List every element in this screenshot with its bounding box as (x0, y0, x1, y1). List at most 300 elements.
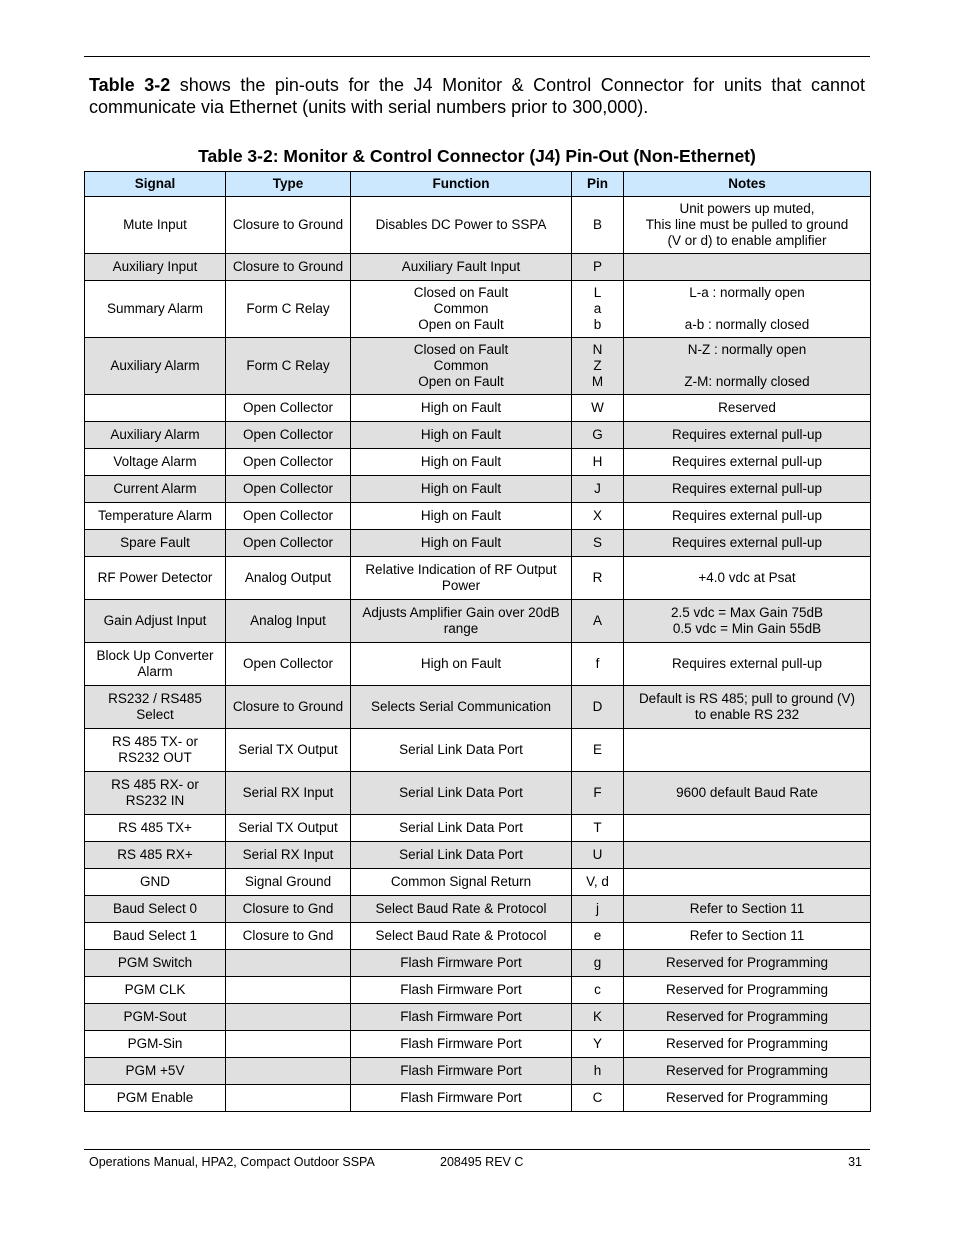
cell-text: Flash Firmware Port (400, 955, 522, 970)
cell-pin (572, 557, 624, 600)
cell-text: Auxiliary Alarm (110, 358, 200, 373)
cell-type (226, 600, 351, 643)
cell-text: K (592, 1009, 602, 1024)
cell-text: Z (593, 358, 602, 373)
cell-text: Closure to Gnd (242, 901, 334, 916)
cell-text: RS232 IN (125, 793, 185, 808)
table-row (85, 896, 871, 923)
cell-text: PGM +5V (125, 1063, 185, 1078)
cell-text: C (592, 1090, 603, 1105)
cell-notes (624, 1004, 871, 1031)
cell-text: Requires external pull-up (671, 535, 823, 550)
cell-text: U (592, 847, 603, 862)
cell-text: R (592, 570, 603, 585)
cell-function (351, 1085, 572, 1112)
cell-function (351, 815, 572, 842)
cell-text: E (592, 742, 602, 757)
footer-document-number: 208495 REV C (440, 1155, 524, 1169)
cell-text: GND (140, 874, 170, 889)
cell-text: Common (433, 358, 489, 373)
cell-text: RS 485 RX+ (117, 847, 193, 862)
cell-pin (572, 1058, 624, 1085)
cell-text: N (592, 342, 603, 357)
cell-text: Voltage Alarm (113, 454, 197, 469)
cell-text: Mute Input (123, 217, 187, 232)
cell-text: Reserved for Programming (665, 982, 829, 997)
cell-text: Serial TX Output (238, 742, 338, 757)
cell-pin (572, 530, 624, 557)
cell-signal (85, 503, 226, 530)
cell-text: Reserved for Programming (665, 1063, 829, 1078)
cell-signal (85, 1085, 226, 1112)
cell-notes (624, 254, 871, 281)
cell-text: 0.5 vdc = Min Gain 55dB (672, 621, 822, 636)
cell-function (351, 338, 572, 395)
cell-text: Summary Alarm (106, 301, 204, 316)
cell-signal (85, 842, 226, 869)
cell-signal (85, 197, 226, 254)
table-row (85, 686, 871, 729)
table-row (85, 923, 871, 950)
cell-text: Auxiliary Alarm (110, 427, 200, 442)
cell-text: Form C Relay (246, 301, 330, 316)
cell-pin (572, 422, 624, 449)
cell-type (226, 1031, 351, 1058)
footer-rule (84, 1149, 870, 1150)
cell-text: A (592, 613, 602, 628)
table-row (85, 395, 871, 422)
cell-function (351, 476, 572, 503)
cell-text: J (594, 481, 601, 496)
table-row (85, 950, 871, 977)
cell-text: Closed on Fault (413, 285, 509, 300)
table-row (85, 1031, 871, 1058)
cell-signal (85, 815, 226, 842)
cell-signal (85, 530, 226, 557)
cell-text: Reserved for Programming (665, 1090, 829, 1105)
cell-text: M (591, 374, 604, 389)
cell-text: RS 485 TX+ (118, 820, 192, 835)
table-row (85, 530, 871, 557)
cell-text: Closure to Gnd (242, 928, 334, 943)
cell-text: Serial TX Output (238, 820, 338, 835)
cell-text: Alarm (137, 664, 173, 679)
cell-type (226, 643, 351, 686)
cell-text: High on Fault (420, 427, 502, 442)
cell-text: High on Fault (420, 400, 502, 415)
cell-function (351, 842, 572, 869)
cell-type (226, 923, 351, 950)
cell-notes (624, 1085, 871, 1112)
cell-signal (85, 977, 226, 1004)
cell-notes (624, 422, 871, 449)
cell-text: Closure to Ground (232, 699, 344, 714)
cell-text: Power (441, 578, 481, 593)
cell-text: Serial RX Input (242, 847, 334, 862)
cell-text: F (593, 785, 602, 800)
cell-signal (85, 686, 226, 729)
cell-text: +4.0 vdc at Psat (698, 570, 796, 585)
table-row (85, 338, 871, 395)
cell-pin (572, 950, 624, 977)
table-row (85, 557, 871, 600)
cell-text: L (593, 285, 602, 300)
cell-type (226, 422, 351, 449)
cell-text: Requires external pull-up (671, 454, 823, 469)
cell-text: Common (433, 301, 489, 316)
cell-text: PGM-Sout (123, 1009, 187, 1024)
cell-text: High on Fault (420, 481, 502, 496)
cell-text: Select Baud Rate & Protocol (375, 901, 547, 916)
cell-text: D (592, 699, 603, 714)
cell-function (351, 869, 572, 896)
cell-text: Baud Select 0 (112, 901, 198, 916)
cell-text: RS 485 RX- or (111, 777, 199, 792)
cell-notes (624, 977, 871, 1004)
cell-type (226, 896, 351, 923)
column-header-type: Type (226, 172, 351, 197)
cell-notes (624, 600, 871, 643)
cell-text: B (592, 217, 602, 232)
cell-text: Gain Adjust Input (103, 613, 207, 628)
cell-pin (572, 772, 624, 815)
cell-text: Reserved for Programming (665, 1036, 829, 1051)
cell-function (351, 950, 572, 977)
cell-text: Closed on Fault (413, 342, 509, 357)
intro-paragraph (89, 74, 865, 118)
footer-page-number: 31 (848, 1155, 862, 1169)
cell-type (226, 557, 351, 600)
cell-notes (624, 476, 871, 503)
pinout-table (84, 171, 871, 1112)
cell-function (351, 254, 572, 281)
table-header-row (85, 172, 871, 197)
table-row (85, 254, 871, 281)
cell-text: Flash Firmware Port (400, 1063, 522, 1078)
cell-pin (572, 923, 624, 950)
cell-text: S (592, 535, 602, 550)
cell-text: Open Collector (242, 400, 334, 415)
cell-pin (572, 1004, 624, 1031)
table-row (85, 197, 871, 254)
cell-text: c (594, 982, 601, 997)
cell-text: Select Baud Rate & Protocol (375, 928, 547, 943)
cell-text: e (593, 928, 602, 943)
cell-text: h (593, 1063, 602, 1078)
cell-function (351, 1004, 572, 1031)
cell-text: Temperature Alarm (97, 508, 213, 523)
cell-type (226, 1058, 351, 1085)
cell-function (351, 729, 572, 772)
cell-text: 9600 default Baud Rate (676, 785, 818, 800)
cell-text: Relative Indication of RF Output (365, 562, 557, 577)
cell-type (226, 476, 351, 503)
cell-type (226, 449, 351, 476)
cell-notes (624, 395, 871, 422)
cell-pin (572, 686, 624, 729)
cell-type (226, 503, 351, 530)
column-header-signal: Signal (85, 172, 226, 197)
table-row (85, 815, 871, 842)
cell-text: Flash Firmware Port (400, 1009, 522, 1024)
cell-text (627, 301, 867, 317)
cell-pin (572, 395, 624, 422)
cell-text: Refer to Section 11 (689, 901, 805, 916)
cell-type (226, 338, 351, 395)
cell-text: Requires external pull-up (671, 481, 823, 496)
cell-text: Flash Firmware Port (400, 1090, 522, 1105)
cell-signal (85, 923, 226, 950)
cell-text (627, 358, 867, 374)
table-row (85, 422, 871, 449)
cell-notes (624, 1058, 871, 1085)
table-body (85, 197, 871, 1112)
cell-notes (624, 772, 871, 815)
cell-signal (85, 643, 226, 686)
cell-signal (85, 600, 226, 643)
cell-text: Analog Output (244, 570, 332, 585)
cell-text: Disables DC Power to SSPA (375, 217, 547, 232)
cell-notes (624, 643, 871, 686)
column-header-notes: Notes (624, 172, 871, 197)
cell-text: Selects Serial Communication (370, 699, 552, 714)
cell-type (226, 530, 351, 557)
cell-text: Block Up Converter (96, 648, 214, 663)
cell-function (351, 643, 572, 686)
cell-function (351, 1058, 572, 1085)
cell-text: Form C Relay (246, 358, 330, 373)
cell-type (226, 197, 351, 254)
cell-text: Open Collector (242, 427, 334, 442)
cell-function (351, 557, 572, 600)
cell-text: Adjusts Amplifier Gain over 20dB (362, 605, 560, 620)
footer-manual-title: Operations Manual, HPA2, Compact Outdoor SSPA (89, 1155, 375, 1169)
cell-text: Signal Ground (244, 874, 332, 889)
cell-signal (85, 1004, 226, 1031)
cell-pin (572, 338, 624, 395)
cell-text: V, d (586, 874, 609, 889)
cell-text: Serial RX Input (242, 785, 334, 800)
cell-function (351, 772, 572, 815)
cell-pin (572, 643, 624, 686)
cell-signal (85, 254, 226, 281)
cell-pin (572, 842, 624, 869)
cell-type (226, 772, 351, 815)
cell-notes (624, 1031, 871, 1058)
table-caption: Table 3-2: Monitor & Control Connector (J4) Pin-Out (Non-Ethernet) (198, 146, 756, 166)
table-row (85, 869, 871, 896)
cell-notes (624, 197, 871, 254)
cell-text: Serial Link Data Port (399, 742, 523, 757)
cell-signal (85, 729, 226, 772)
cell-signal (85, 772, 226, 815)
cell-notes (624, 869, 871, 896)
cell-text: RS232 / RS485 (108, 691, 202, 706)
cell-type (226, 1085, 351, 1112)
cell-pin (572, 977, 624, 1004)
cell-type (226, 869, 351, 896)
header-rule (84, 56, 870, 57)
cell-text: Y (592, 1036, 602, 1051)
cell-function (351, 686, 572, 729)
cell-text: Analog Input (250, 613, 326, 628)
cell-type (226, 686, 351, 729)
table-row (85, 449, 871, 476)
intro-text: shows the pin-outs for the J4 Monitor & Control Connector for units that cannot communicate via Ethernet (units with serial numbers prior to 300,000). (89, 75, 865, 117)
cell-pin (572, 815, 624, 842)
cell-text: Serial Link Data Port (399, 847, 523, 862)
cell-notes (624, 281, 871, 338)
cell-text: (V or d) to enable amplifier (667, 233, 827, 248)
cell-notes (624, 842, 871, 869)
cell-text: Open Collector (242, 481, 334, 496)
cell-text: Z-M: normally closed (684, 374, 810, 389)
cell-type (226, 281, 351, 338)
cell-function (351, 977, 572, 1004)
cell-notes (624, 950, 871, 977)
cell-text: Common Signal Return (390, 874, 532, 889)
cell-notes (624, 923, 871, 950)
cell-signal (85, 422, 226, 449)
cell-notes (624, 686, 871, 729)
cell-text: Default is RS 485; pull to ground (V) (638, 691, 856, 706)
table-row (85, 729, 871, 772)
cell-text: Refer to Section 11 (689, 928, 805, 943)
cell-text: High on Fault (420, 454, 502, 469)
cell-text: N-Z : normally open (687, 342, 807, 357)
cell-text: PGM-Sin (127, 1036, 183, 1051)
cell-function (351, 1031, 572, 1058)
cell-type (226, 254, 351, 281)
cell-text: Serial Link Data Port (399, 820, 523, 835)
cell-text: Current Alarm (113, 481, 197, 496)
cell-text: Spare Fault (120, 535, 190, 550)
cell-text: Open Collector (242, 454, 334, 469)
cell-text: range (443, 621, 479, 636)
cell-type (226, 815, 351, 842)
cell-text: g (593, 955, 602, 970)
cell-signal (85, 557, 226, 600)
table-row (85, 1058, 871, 1085)
cell-text: This line must be pulled to ground (645, 217, 849, 232)
table-row (85, 600, 871, 643)
cell-text: Closure to Ground (232, 217, 344, 232)
cell-type (226, 395, 351, 422)
cell-text: 2.5 vdc = Max Gain 75dB (671, 605, 823, 620)
table-row (85, 643, 871, 686)
cell-text: f (595, 656, 600, 671)
cell-text: Closure to Ground (232, 259, 344, 274)
cell-text: RS 485 TX- or (111, 734, 199, 749)
cell-notes (624, 896, 871, 923)
cell-text: P (592, 259, 602, 274)
table-reference: Table 3-2 (89, 75, 171, 95)
cell-signal (85, 896, 226, 923)
cell-pin (572, 449, 624, 476)
cell-signal (85, 281, 226, 338)
cell-pin (572, 281, 624, 338)
cell-text: Open on Fault (418, 317, 504, 332)
cell-text: High on Fault (420, 508, 502, 523)
cell-text: Open Collector (242, 535, 334, 550)
cell-text: to enable RS 232 (694, 707, 800, 722)
cell-pin (572, 197, 624, 254)
cell-type (226, 1004, 351, 1031)
cell-notes (624, 449, 871, 476)
cell-text: L-a : normally open (689, 285, 805, 300)
cell-function (351, 600, 572, 643)
cell-function (351, 923, 572, 950)
cell-signal (85, 1031, 226, 1058)
cell-text: Requires external pull-up (671, 656, 823, 671)
cell-text: Requires external pull-up (671, 427, 823, 442)
column-header-function: Function (351, 172, 572, 197)
cell-function (351, 530, 572, 557)
cell-text: Unit powers up muted, (679, 201, 815, 216)
cell-type (226, 729, 351, 772)
cell-function (351, 395, 572, 422)
cell-notes (624, 729, 871, 772)
column-header-pin: Pin (572, 172, 624, 197)
cell-text: Flash Firmware Port (400, 982, 522, 997)
cell-notes (624, 815, 871, 842)
cell-text: Reserved (718, 400, 776, 415)
cell-signal (85, 338, 226, 395)
cell-text: Auxiliary Input (112, 259, 198, 274)
cell-function (351, 281, 572, 338)
cell-text: G (592, 427, 603, 442)
cell-text: PGM Enable (116, 1090, 194, 1105)
cell-pin (572, 729, 624, 772)
cell-signal (85, 1058, 226, 1085)
cell-text: Reserved for Programming (665, 955, 829, 970)
table-row (85, 281, 871, 338)
cell-signal (85, 869, 226, 896)
cell-type (226, 842, 351, 869)
cell-text: j (596, 901, 599, 916)
cell-type (226, 977, 351, 1004)
cell-pin (572, 896, 624, 923)
table-row (85, 977, 871, 1004)
cell-text: W (591, 400, 604, 415)
cell-text: Open Collector (242, 656, 334, 671)
cell-pin (572, 254, 624, 281)
cell-function (351, 422, 572, 449)
cell-text: High on Fault (420, 535, 502, 550)
cell-text: High on Fault (420, 656, 502, 671)
cell-text: Serial Link Data Port (399, 785, 523, 800)
cell-signal (85, 395, 226, 422)
table-row (85, 503, 871, 530)
cell-notes (624, 338, 871, 395)
cell-signal (85, 476, 226, 503)
cell-text: b (593, 317, 602, 332)
cell-signal (85, 449, 226, 476)
cell-text: Open on Fault (418, 374, 504, 389)
table-row (85, 772, 871, 815)
cell-notes (624, 530, 871, 557)
cell-pin (572, 476, 624, 503)
table-row (85, 476, 871, 503)
cell-function (351, 197, 572, 254)
cell-text: a-b : normally closed (684, 317, 810, 332)
cell-text: H (592, 454, 603, 469)
cell-text: PGM CLK (124, 982, 186, 997)
table-row (85, 1004, 871, 1031)
cell-function (351, 896, 572, 923)
cell-text: Select (136, 707, 174, 722)
cell-function (351, 503, 572, 530)
